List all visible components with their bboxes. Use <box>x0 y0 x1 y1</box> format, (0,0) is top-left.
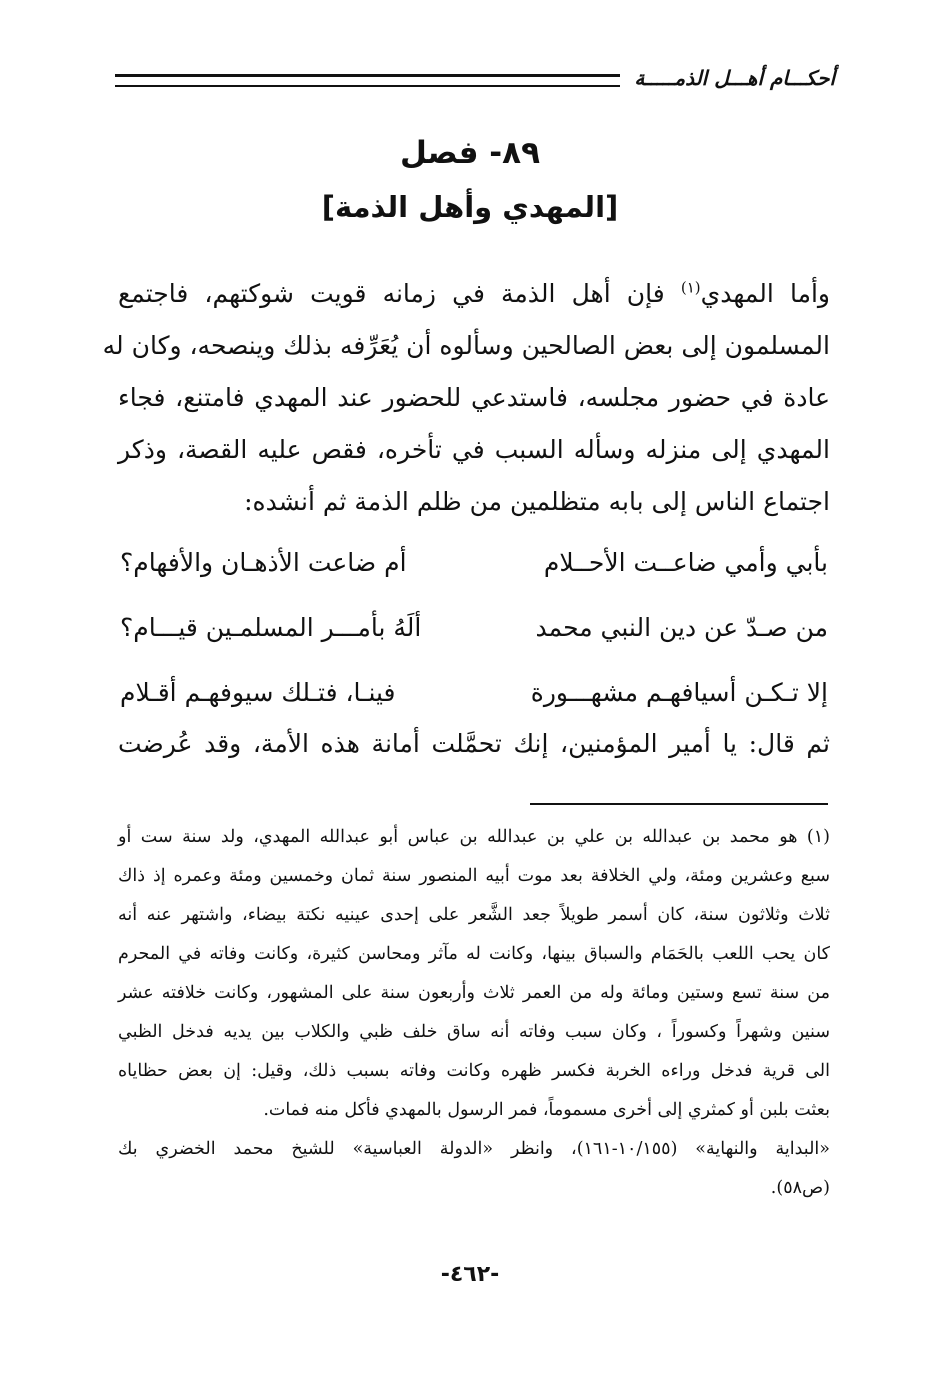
footnote-line: سبع وعشرين ومئة، ولي الخلافة بعد موت أبيه المنصور سنة ثمان وخمسين ومئة وعمره إذ ذاك <box>118 866 830 886</box>
body-line-start: وأما المهدي <box>700 279 830 308</box>
footnote-separator <box>530 803 828 805</box>
footnote-line: كان يحب اللعب بالحَمَام والسباق بينها، وكانت له مآثر ومحاسن كثيرة، وكانت وفاته في المحرم <box>118 944 830 964</box>
body-line <box>118 268 830 320</box>
verse-second-half: أم ضاعت الأذهـان والأفهام؟ <box>120 548 407 577</box>
footnote-reference[interactable]: (١) <box>680 278 701 297</box>
verse-second-half: ألَهُ بأمـــر المسلمـين قيـــام؟ <box>120 613 422 642</box>
verse-first-half: بأبي وأمي ضاعــت الأحــلام <box>543 548 828 577</box>
body-line: عادة في حضور مجلسه، فاستدعي للحضور عند المهدي فامتنع، فجاء <box>118 383 830 412</box>
page-number: -٤٦٢- <box>440 1262 500 1287</box>
poem-verse <box>120 530 828 595</box>
footnote-line: ثلاث وثلاثون سنة، كان أسمر طويلاً جعد الشَّعر على إحدى عينيه نكتة بيضاء، واشتهر عنه أنه <box>118 905 830 925</box>
body-line: ثم قال: يا أمير المؤمنين، إنك تحمَّلت أمانة هذه الأمة، وقد عُرضت <box>118 729 830 758</box>
footnotes <box>118 818 830 1208</box>
poem-verse <box>120 660 828 725</box>
verse-first-half: إلا تـكـن أسيافهـم مشهـــورة <box>530 678 828 707</box>
footnote-line: (١) هو محمد بن عبدالله بن علي بن عبدالله بن عباس أبو عبدالله المهدي، ولد سنة ست أو <box>118 827 830 847</box>
poem <box>120 530 828 725</box>
body-line: المهدي إلى منزله وسأله السبب في تأخره، فقص عليه القصة، وذكر <box>118 435 830 464</box>
verse-second-half: فينـا، فتـلك سيوفهـم أقـلام <box>120 678 396 707</box>
body-paragraph <box>102 268 830 528</box>
footnote-line: الى قرية فدخل وراءه الخربة فكسر ظهره وكانت وفاته بسبب ذلك، وقيل: إن بعض حظاياه <box>118 1061 830 1081</box>
section-title-heading: [المهدي وأهل الذمة] <box>321 190 619 224</box>
footnote-line: (ص٥٨). <box>770 1178 830 1198</box>
poem-verse <box>120 595 828 660</box>
closing-paragraph <box>118 718 830 770</box>
verse-first-half: من صـدّ عن دين النبي محمد <box>535 613 828 642</box>
footnote-line: «البداية والنهاية» (١٠/١٥٥-١٦١)، وانظر «الدولة العباسية» للشيخ محمد الخضري بك <box>118 1139 830 1159</box>
body-line: اجتماع الناس إلى بابه متظلمين من ظلم الذمة ثم أنشده: <box>244 487 830 516</box>
running-title: أحكـــام أهـــل الذمـــــة <box>634 66 835 90</box>
body-line: المسلمون إلى بعض الصالحين وسألوه أن يُعَرِّفه بذلك وينصحه، وكان له <box>102 331 830 360</box>
body-line-rest: فإن أهل الذمة في زمانه قويت شوكتهم، فاجتمع <box>118 279 665 308</box>
footnote-line: سنين وشهراً وكسوراً ، وكان سبب وفاته أنه ساق خلف ظبي والكلاب بين يديه فدخل الظبي <box>118 1022 830 1042</box>
header-double-rule <box>115 74 620 87</box>
footnote-line: من سنة تسع وستين ومائة وله من العمر ثلاث وأربعون سنة على المشهور، وكانت خلافته عشر <box>118 983 830 1003</box>
section-number-heading: ٨٩- فصل <box>399 135 541 171</box>
footnote-line: بعثت بلبن أو كمثري إلى أخرى مسموماً، فمر الرسول بالمهدي فأكل منه فمات. <box>263 1100 830 1120</box>
running-header <box>115 58 835 98</box>
